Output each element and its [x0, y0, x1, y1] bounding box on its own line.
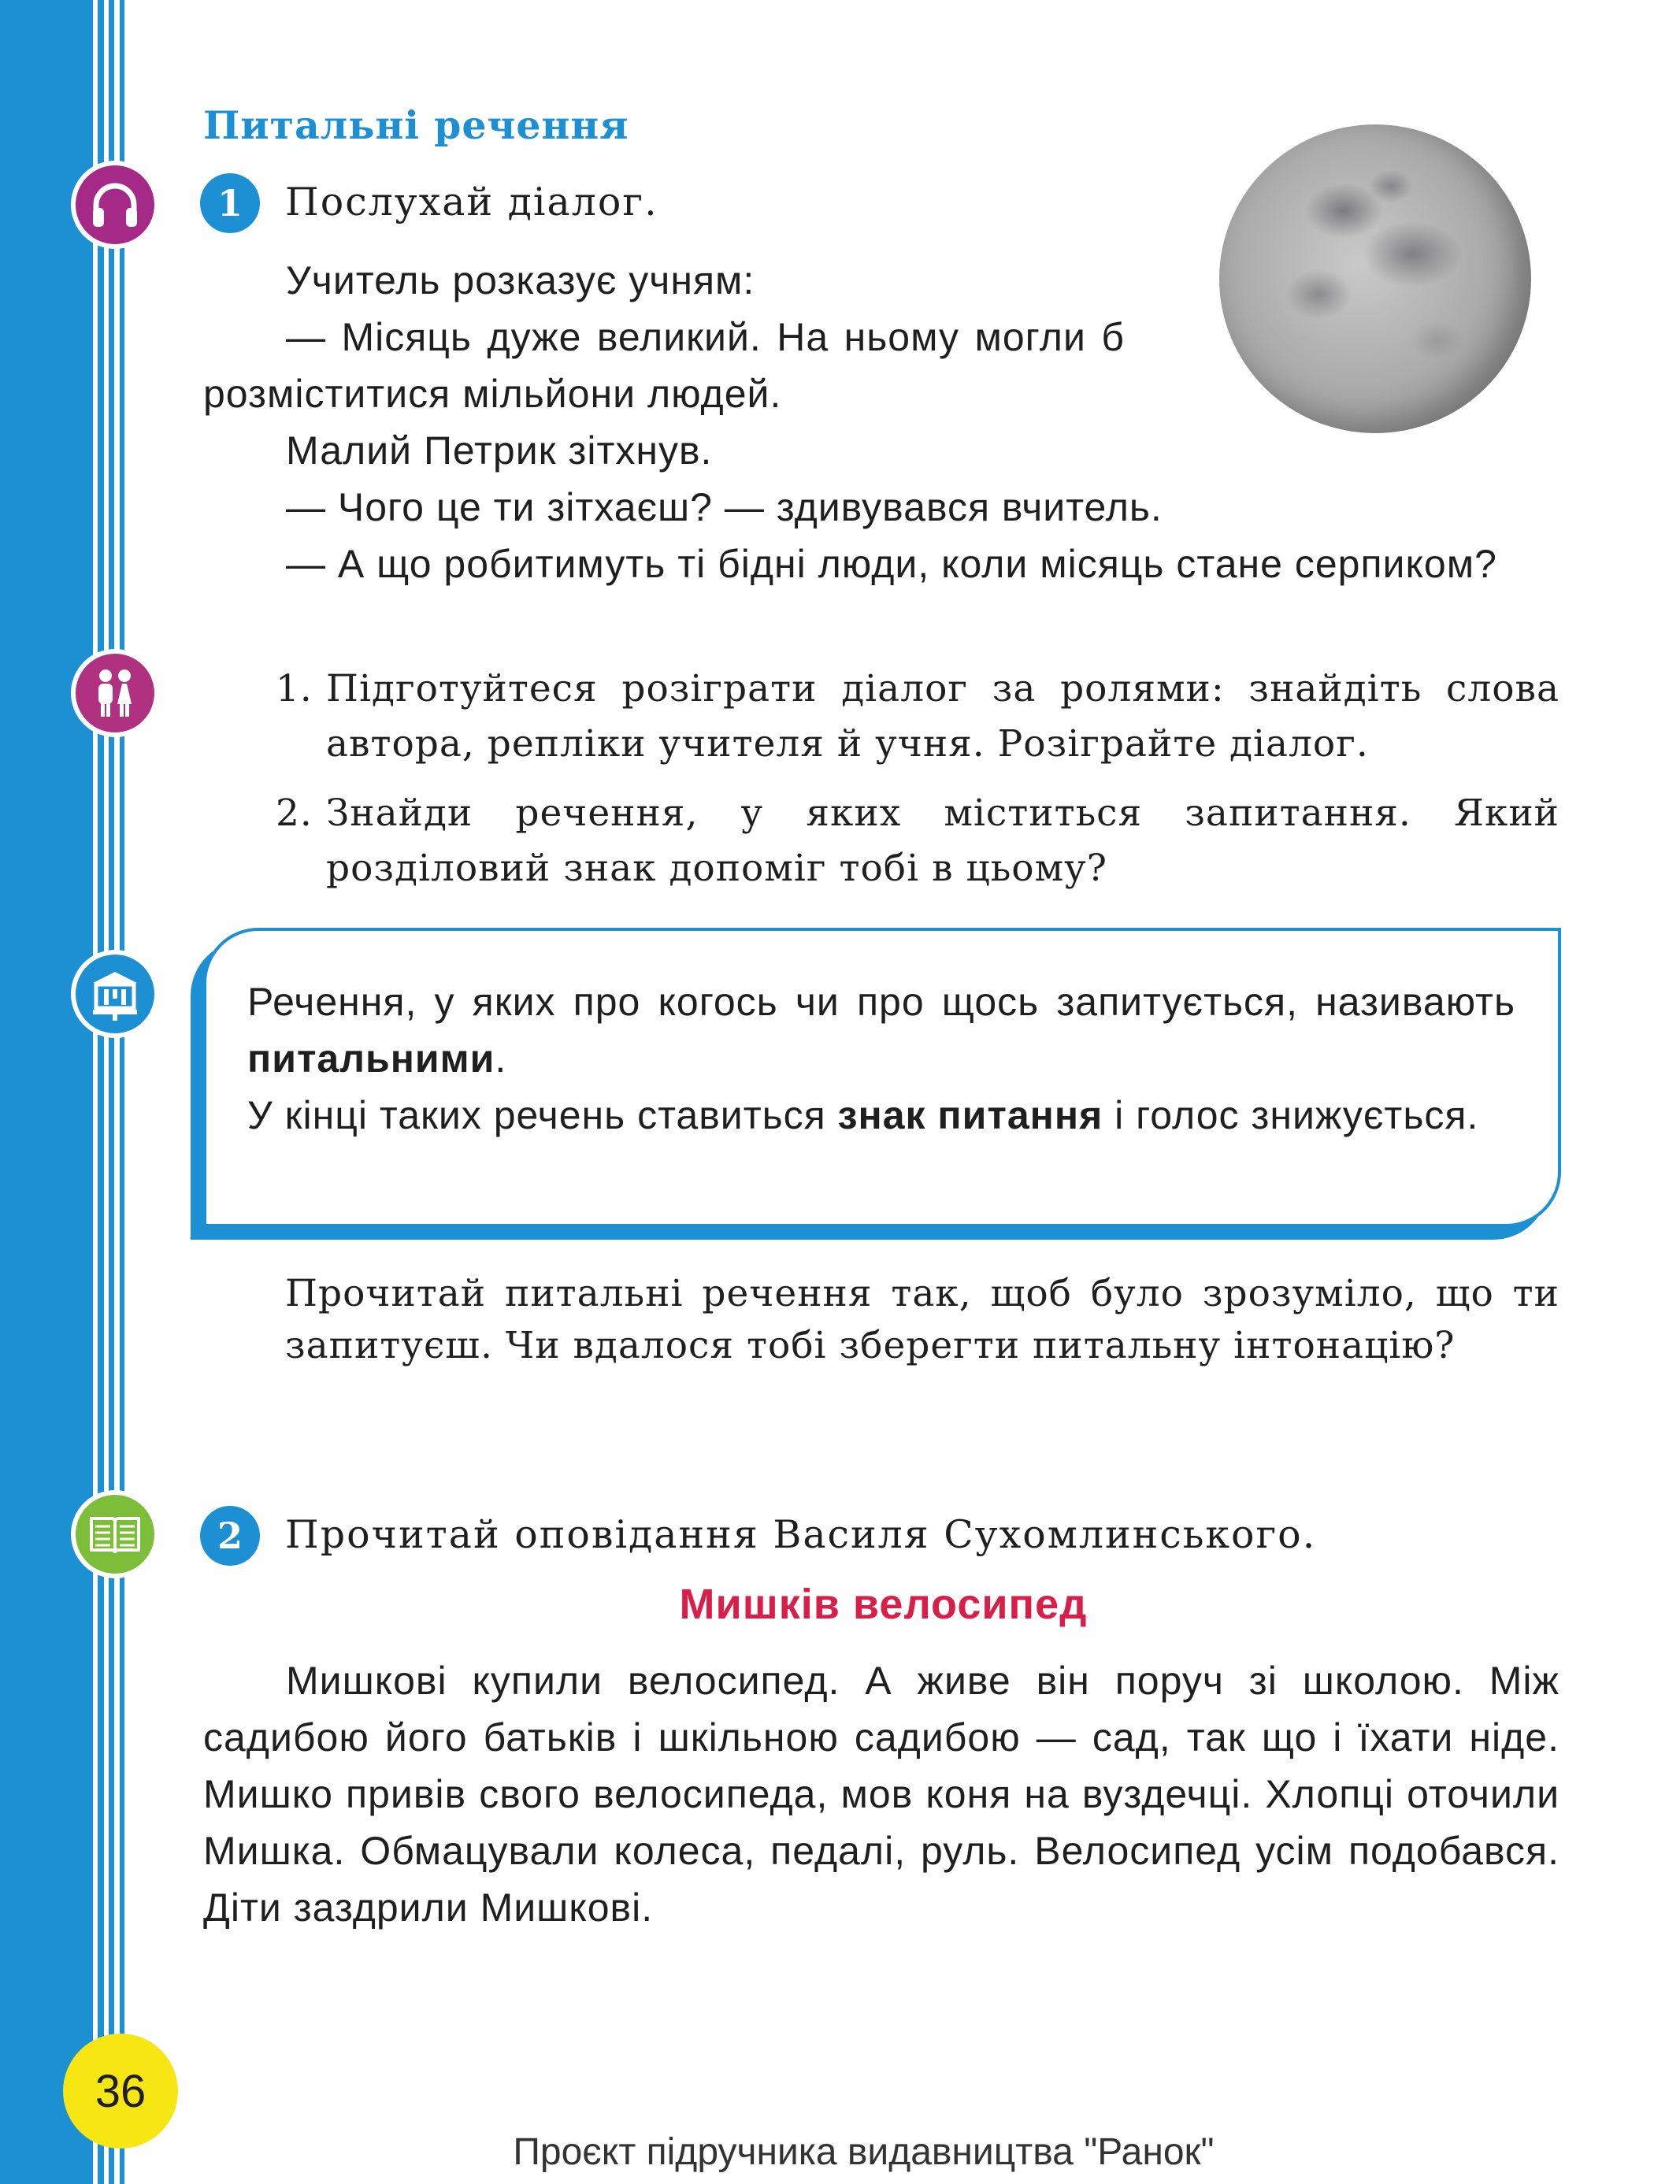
dialog-line: — Чого це ти зітхаєш? — здивувався вчитель. [286, 485, 1163, 529]
subtask-text: Підготуйтеся розіграти діалог за ролями: знайдіть слова автора, репліки учителя й учня. Розіграйте діалог. [326, 667, 1559, 766]
subtask-list [276, 662, 1559, 910]
margin-stripe [0, 0, 132, 2184]
list-item [276, 662, 1559, 772]
task-number-badge: 1 [200, 173, 260, 233]
dialog-line: — А що робитимуть ті бідні люди, коли місяць стане серпиком? [286, 542, 1497, 586]
headphones-icon [71, 161, 159, 249]
dialog-text [203, 252, 1559, 592]
dialog-line: — Місяць дуже великий. На ньому могли б розміститися мільйони людей. [203, 315, 1125, 416]
footer: Проєкт підручника видавництва "Ранок" [513, 2131, 1215, 2173]
task2-instruction: Прочитай оповідання Василя Сухомлинського. [285, 1512, 1317, 1557]
rule-building-icon [71, 950, 159, 1038]
rule-text: . [495, 1036, 507, 1081]
task-number-badge: 2 [200, 1506, 260, 1566]
dialog-line: Малий Петрик зітхнув. [286, 428, 713, 473]
story-title: Мишків велосипед [679, 1581, 1088, 1628]
book-icon [71, 1490, 159, 1578]
story-text [203, 1652, 1559, 1936]
read-task: Прочитай питальні речення так, щоб було зрозуміло, що ти запитуєш. Чи вдалося тобі зберегти питальну інтонацію? [285, 1272, 1559, 1367]
rule-text: і голос знижується. [1103, 1093, 1479, 1137]
list-item [276, 786, 1559, 896]
rule-sentence-2 [247, 1087, 1515, 1144]
subtask-number: 2. [276, 792, 313, 835]
rule-term-bold: знак питання [837, 1093, 1103, 1137]
rule-box [203, 928, 1561, 1227]
rule-sentence-1 [247, 973, 1515, 1087]
rule-text: Речення, у яких про когось чи про щось запитується, називають [247, 980, 1515, 1024]
dialog-line: Учитель розказує учням: [286, 258, 755, 302]
page-number: 36 [63, 2034, 178, 2149]
task1-instruction: Послухай діалог. [285, 180, 658, 224]
subtask-text: Знайди речення, у яких міститься запитання. Який розділовий знак допоміг тобі в цьому? [326, 792, 1559, 890]
pair-work-icon [71, 649, 159, 737]
rule-text: У кінці таких речень ставиться [247, 1093, 838, 1137]
section-title: Питальні речення [203, 102, 629, 148]
rule-term-bold: питальними [247, 1036, 495, 1081]
story-paragraph: Мишкові купили велосипед. А живе він поруч зі школою. Між садибою його батьків і шкільною садибою — сад, так що і їхати ніде. Мишко привів свого велосипеда, мов коня на вуздечці. Хлопці оточили Мишка. Обмацували колеса, педалі, руль. Велосипед усім подобався. Діти заздрили Мишкові. [203, 1659, 1559, 1930]
subtask-number: 1. [276, 667, 313, 710]
